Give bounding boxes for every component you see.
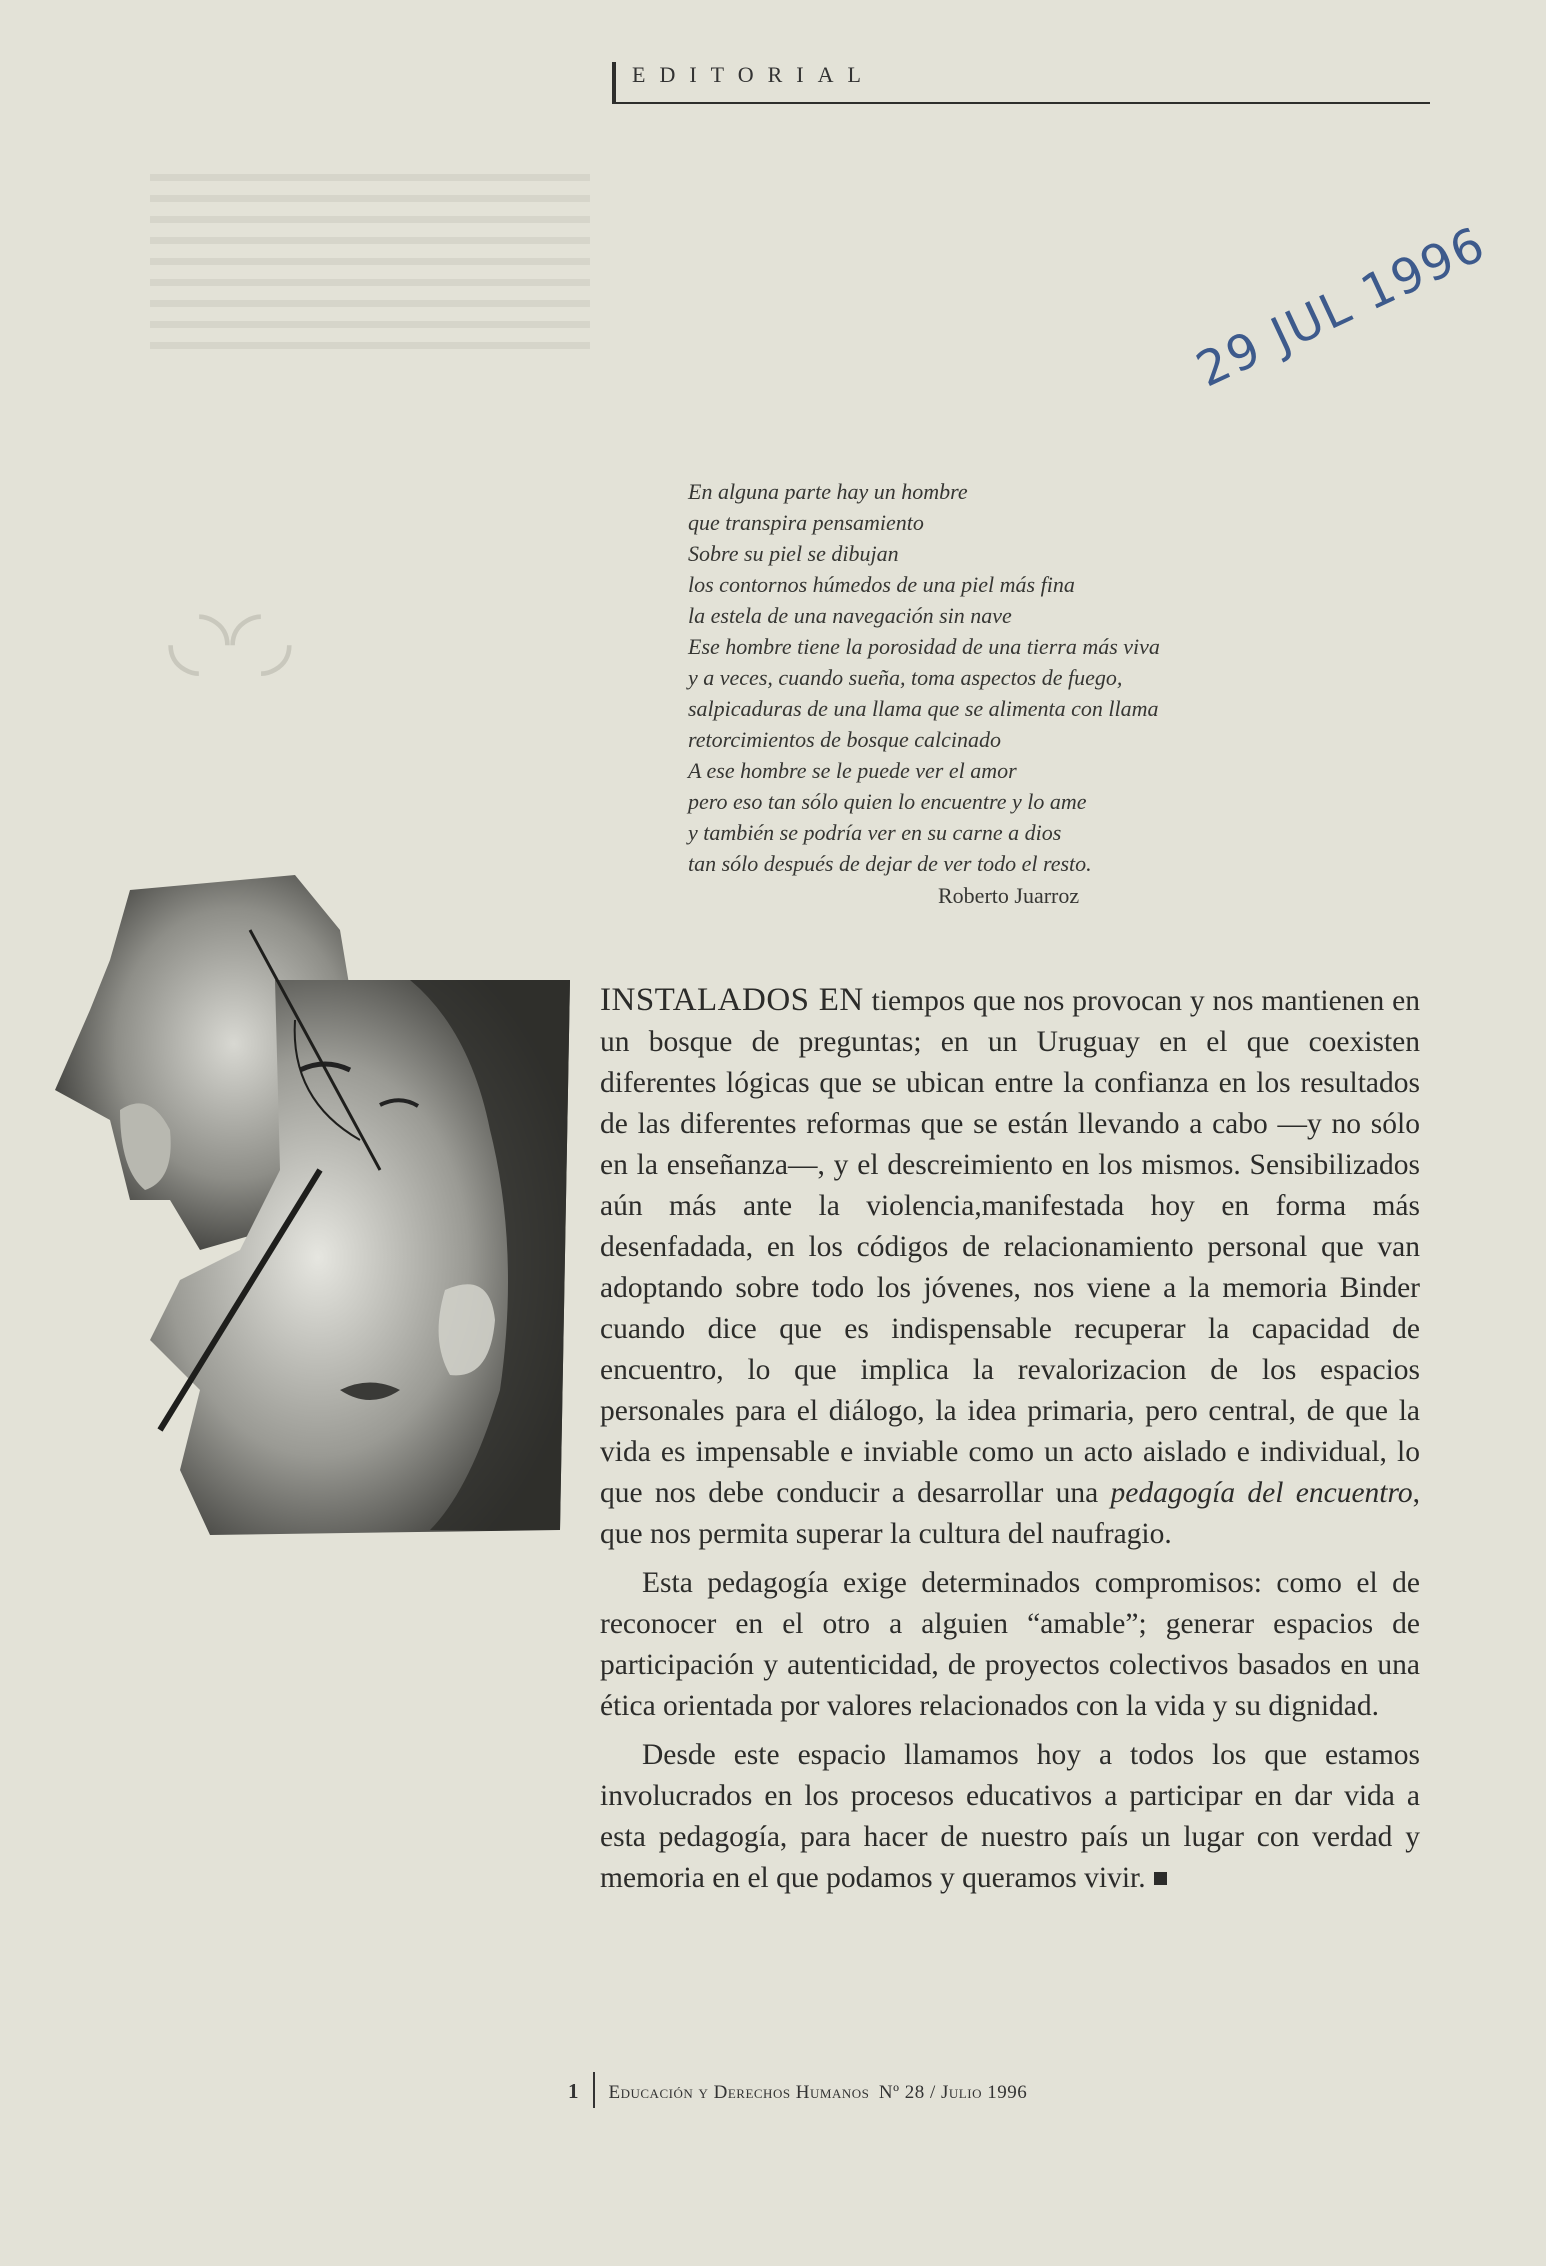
date-stamp: 29 JUL 1996 (1188, 215, 1495, 399)
poem-line: la estela de una navegación sin nave (688, 603, 1012, 628)
poem-line: y también se podría ver en su carne a dios (688, 820, 1062, 845)
section-header (612, 56, 1430, 104)
paragraph-1-end: , que nos permita superar la cultura del naufragio. (600, 1477, 1420, 1550)
collage-illustration (50, 870, 570, 1540)
poem-line: tan sólo después de dejar de ver todo el resto. (688, 851, 1092, 876)
lead-in: INSTALADOS EN (600, 982, 864, 1018)
issue-info: Nº 28 / Julio 1996 (878, 2082, 1028, 2103)
bleed-through-shape: ◟◝◜◞ (168, 596, 292, 684)
poem-line: retorcimientos de bosque calcinado (688, 727, 1002, 752)
poem-line: que transpira pensamiento (688, 510, 924, 535)
epigraph-poem (688, 476, 1248, 879)
bleed-through-lines (150, 160, 590, 363)
poem-line: A ese hombre se le puede ver el amor (688, 758, 1017, 783)
paragraph-3 (600, 1735, 1420, 1899)
poem-line: En alguna parte hay un hombre (688, 479, 968, 504)
emphasis-pedagogia: pedagogía del encuentro (1110, 1477, 1413, 1509)
poem-line: Sobre su piel se dibujan (688, 541, 899, 566)
header-bar (612, 62, 616, 102)
end-of-article-mark (1154, 1872, 1167, 1885)
poem-line: pero eso tan sólo quien lo encuentre y lo ame (688, 789, 1087, 814)
page-footer (568, 2072, 1027, 2108)
section-label: EDITORIAL (632, 62, 875, 87)
page-number: 1 (568, 2079, 579, 2103)
poem-author: Roberto Juarroz (938, 883, 1080, 908)
paragraph-1 (600, 980, 1420, 1555)
paragraph-3-text: Desde este espacio llamamos hoy a todos los que estamos involucrados en los procesos educativos a participar en dar vida a esta pedagogía, para hacer de nuestro país un lugar con verdad y memoria en el que podamos y queramos vivir. (600, 1739, 1420, 1894)
paragraph-1-text: tiempos que nos provocan y nos mantienen en un bosque de preguntas; en un Uruguay en el que coexisten diferentes lógicas que se ubican entre la confianza en los resultados de las diferentes reformas que se están llevando a cabo —y no sólo en la enseñanza—, y el descreimiento en los mismos. Sensibilizados aún más ante la violencia,manifestada hoy en forma más desenfadada, en los códigos de relacionamiento personal que van adoptando sobre todo los jóvenes, nos viene a la memoria Binder cuando dice que es indispensable recuperar la capacidad de encuentro, lo que implica la revalorizacion de los espacios personales para el diálogo, la idea primaria, pero central, de que la vida es impensable e inviable como un acto aislado e individual, lo que nos debe conducir a desarrollar una (600, 985, 1420, 1509)
publication-name: Educación y Derechos Humanos (608, 2082, 870, 2103)
editorial-body (600, 980, 1420, 1907)
poem-line: salpicaduras de una llama que se alimenta con llama (688, 696, 1159, 721)
poem-line: Ese hombre tiene la porosidad de una tierra más viva (688, 634, 1160, 659)
footer-divider (593, 2072, 595, 2108)
poem-line: y a veces, cuando sueña, toma aspectos de fuego, (688, 665, 1123, 690)
paragraph-2: Esta pedagogía exige determinados compromisos: como el de reconocer en el otro a alguien “amable”; generar espacios de participación y autenticidad, de proyectos colectivos basados en una ética orientada por valores relacionados con la vida y su dignidad. (600, 1567, 1420, 1722)
poem-line: los contornos húmedos de una piel más fina (688, 572, 1075, 597)
